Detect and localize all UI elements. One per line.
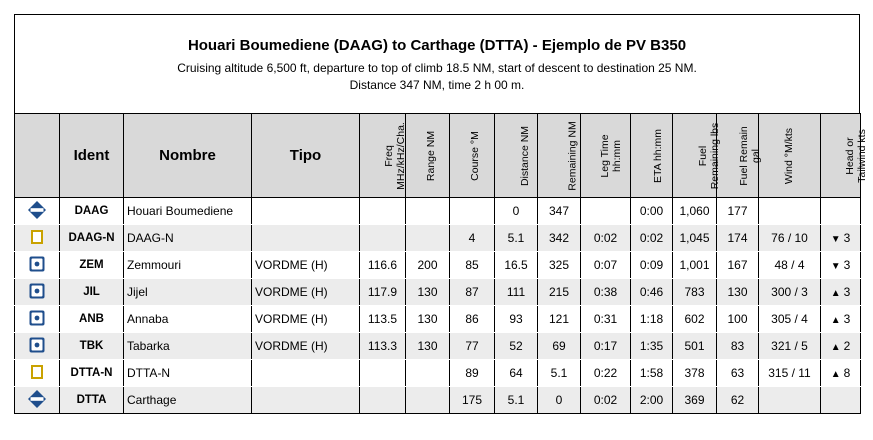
col-type: Tipo xyxy=(252,114,360,198)
plan-summary xyxy=(15,60,859,94)
table-row xyxy=(15,306,861,333)
cell-range: 130 xyxy=(406,279,450,306)
cell-name: DTTA-N xyxy=(124,360,252,387)
head-tail-value: 3 xyxy=(843,312,851,326)
cell-course: 77 xyxy=(450,333,495,360)
cell-type xyxy=(252,198,360,225)
cell-leg-time: 0:07 xyxy=(581,252,631,279)
cell-type: VORDME (H) xyxy=(252,252,360,279)
cell-remaining: 325 xyxy=(538,252,581,279)
table-body xyxy=(15,198,861,414)
cell-remaining: 342 xyxy=(538,225,581,252)
cell-distance: 64 xyxy=(495,360,538,387)
cell-name: Houari Boumediene xyxy=(124,198,252,225)
cell-fuel-lbs: 369 xyxy=(673,387,717,414)
cell-icon xyxy=(15,306,60,333)
col-head-tail-label: Head or Tailwind kts xyxy=(844,128,868,183)
table-row xyxy=(15,279,861,306)
col-wind-label: Wind °M/kts xyxy=(783,127,796,184)
col-range xyxy=(406,114,450,198)
col-leg-time xyxy=(581,114,631,198)
cell-type: VORDME (H) xyxy=(252,279,360,306)
cell-leg-time: 0:02 xyxy=(581,225,631,252)
cell-leg-time: 0:38 xyxy=(581,279,631,306)
cell-fuel-lbs: 501 xyxy=(673,333,717,360)
tailwind-arrow-icon: ▲ xyxy=(830,369,841,380)
vordme-icon xyxy=(29,315,45,329)
cell-wind xyxy=(759,387,821,414)
cell-range xyxy=(406,225,450,252)
cell-freq xyxy=(360,387,406,414)
cell-fuel-lbs: 1,045 xyxy=(673,225,717,252)
cell-wind: 321 / 5 xyxy=(759,333,821,360)
headwind-arrow-icon: ▼ xyxy=(830,234,841,245)
vordme-icon xyxy=(29,342,45,356)
cell-icon xyxy=(15,333,60,360)
fix-icon xyxy=(31,233,43,247)
table-row xyxy=(15,252,861,279)
col-fuel-lbs-label: Fuel Remaining lbs xyxy=(697,122,721,189)
flight-plan-table xyxy=(14,113,868,414)
airport-icon xyxy=(28,208,46,222)
cell-fuel-gal: 63 xyxy=(717,360,759,387)
cell-distance: 5.1 xyxy=(495,225,538,252)
col-eta-label: ETA hh:mm xyxy=(652,128,665,183)
table-row xyxy=(15,198,861,225)
cell-fuel-gal: 167 xyxy=(717,252,759,279)
cell-remaining: 0 xyxy=(538,387,581,414)
cell-icon xyxy=(15,252,60,279)
col-distance xyxy=(495,114,538,198)
cell-icon xyxy=(15,387,60,414)
col-course xyxy=(450,114,495,198)
head-tail-value: 3 xyxy=(843,231,851,245)
cell-leg-time: 0:02 xyxy=(581,387,631,414)
cell-remaining: 215 xyxy=(538,279,581,306)
cell-ident: JIL xyxy=(60,279,124,306)
cell-range xyxy=(406,360,450,387)
cell-eta: 0:09 xyxy=(631,252,673,279)
flight-plan-sheet xyxy=(14,14,868,427)
cell-icon xyxy=(15,279,60,306)
cell-head-tail xyxy=(821,198,861,225)
tailwind-arrow-icon: ▲ xyxy=(830,288,841,299)
cell-icon xyxy=(15,360,60,387)
cell-head-tail xyxy=(821,360,861,387)
cell-ident: DAAG xyxy=(60,198,124,225)
cell-ident: TBK xyxy=(60,333,124,360)
tailwind-arrow-icon: ▲ xyxy=(830,315,841,326)
cell-type xyxy=(252,225,360,252)
cell-eta: 1:58 xyxy=(631,360,673,387)
airport-icon xyxy=(28,397,46,411)
col-icon xyxy=(15,114,60,198)
cell-distance: 5.1 xyxy=(495,387,538,414)
vordme-icon xyxy=(29,261,45,275)
col-course-label: Course °M xyxy=(468,130,481,181)
cell-ident: DAAG-N xyxy=(60,225,124,252)
cell-remaining: 5.1 xyxy=(538,360,581,387)
cell-wind: 305 / 4 xyxy=(759,306,821,333)
col-fuel-gal-label: Fuel Remain gal xyxy=(738,125,762,186)
cell-distance: 0 xyxy=(495,198,538,225)
col-name: Nombre xyxy=(124,114,252,198)
head-tail-value: 3 xyxy=(843,258,851,272)
head-tail-value: 8 xyxy=(843,366,851,380)
cell-leg-time: 0:17 xyxy=(581,333,631,360)
head-tail-value: 2 xyxy=(843,339,851,353)
cell-eta: 0:02 xyxy=(631,225,673,252)
plan-header xyxy=(14,14,860,113)
cell-fuel-gal: 100 xyxy=(717,306,759,333)
col-fuel-gal xyxy=(717,114,762,198)
table-row xyxy=(15,360,861,387)
cell-course: 86 xyxy=(450,306,495,333)
table-header-row xyxy=(15,114,861,198)
cell-head-tail xyxy=(821,387,861,414)
cell-fuel-gal: 83 xyxy=(717,333,759,360)
cell-wind xyxy=(759,198,821,225)
col-remaining-label: Remaining NM xyxy=(566,120,579,191)
cell-distance: 111 xyxy=(495,279,538,306)
tailwind-arrow-icon: ▲ xyxy=(830,342,841,353)
cell-fuel-lbs: 1,001 xyxy=(673,252,717,279)
cell-leg-time: 0:31 xyxy=(581,306,631,333)
cell-freq xyxy=(360,225,406,252)
cell-freq: 113.5 xyxy=(360,306,406,333)
cell-name: Zemmouri xyxy=(124,252,252,279)
cell-head-tail xyxy=(821,306,861,333)
table-row xyxy=(15,387,861,414)
cell-fuel-lbs: 1,060 xyxy=(673,198,717,225)
cell-fuel-gal: 177 xyxy=(717,198,759,225)
vordme-icon xyxy=(29,288,45,302)
cell-name: Jijel xyxy=(124,279,252,306)
table-row xyxy=(15,225,861,252)
headwind-arrow-icon: ▼ xyxy=(830,261,841,272)
col-leg-time-label: Leg Time hh:mm xyxy=(599,133,623,178)
cell-name: DAAG-N xyxy=(124,225,252,252)
cell-freq: 116.6 xyxy=(360,252,406,279)
cell-freq: 117.9 xyxy=(360,279,406,306)
col-eta xyxy=(631,114,673,198)
cell-eta: 2:00 xyxy=(631,387,673,414)
table-row xyxy=(15,333,861,360)
col-freq-label: Freq MHz/kHz/Cha. xyxy=(383,121,407,190)
cell-type xyxy=(252,387,360,414)
cell-type: VORDME (H) xyxy=(252,306,360,333)
cell-fuel-gal: 62 xyxy=(717,387,759,414)
cell-fuel-gal: 174 xyxy=(717,225,759,252)
col-distance-label: Distance NM xyxy=(519,125,532,186)
fix-icon xyxy=(31,368,43,382)
cell-ident: DTTA xyxy=(60,387,124,414)
cell-range xyxy=(406,198,450,225)
cell-eta: 1:35 xyxy=(631,333,673,360)
cell-head-tail xyxy=(821,333,861,360)
cell-wind: 48 / 4 xyxy=(759,252,821,279)
cell-icon xyxy=(15,198,60,225)
cell-remaining: 347 xyxy=(538,198,581,225)
cell-course: 175 xyxy=(450,387,495,414)
cell-type: VORDME (H) xyxy=(252,333,360,360)
plan-summary-line-2: Distance 347 NM, time 2 h 00 m. xyxy=(349,78,525,92)
cell-course: 89 xyxy=(450,360,495,387)
cell-fuel-lbs: 783 xyxy=(673,279,717,306)
cell-name: Annaba xyxy=(124,306,252,333)
cell-distance: 52 xyxy=(495,333,538,360)
cell-freq: 113.3 xyxy=(360,333,406,360)
cell-course: 87 xyxy=(450,279,495,306)
cell-course xyxy=(450,198,495,225)
plan-summary-line-1: Cruising altitude 6,500 ft, departure to top of climb 18.5 NM, start of descent to destination 25 NM. xyxy=(177,61,697,75)
cell-eta: 0:00 xyxy=(631,198,673,225)
cell-type xyxy=(252,360,360,387)
cell-wind: 315 / 11 xyxy=(759,360,821,387)
cell-head-tail xyxy=(821,279,861,306)
cell-wind: 300 / 3 xyxy=(759,279,821,306)
cell-head-tail xyxy=(821,225,861,252)
cell-distance: 93 xyxy=(495,306,538,333)
cell-range: 200 xyxy=(406,252,450,279)
col-remaining xyxy=(538,114,581,198)
cell-range: 130 xyxy=(406,306,450,333)
col-wind xyxy=(759,114,821,198)
cell-freq xyxy=(360,360,406,387)
col-fuel-lbs xyxy=(673,114,721,198)
cell-remaining: 69 xyxy=(538,333,581,360)
cell-ident: ANB xyxy=(60,306,124,333)
cell-range xyxy=(406,387,450,414)
cell-eta: 1:18 xyxy=(631,306,673,333)
col-freq xyxy=(360,114,406,198)
cell-remaining: 121 xyxy=(538,306,581,333)
cell-leg-time xyxy=(581,198,631,225)
cell-fuel-lbs: 378 xyxy=(673,360,717,387)
col-range-label: Range NM xyxy=(425,130,438,181)
cell-course: 4 xyxy=(450,225,495,252)
head-tail-value: 3 xyxy=(843,285,851,299)
cell-fuel-lbs: 602 xyxy=(673,306,717,333)
col-head-tail xyxy=(821,114,868,198)
cell-icon xyxy=(15,225,60,252)
cell-head-tail xyxy=(821,252,861,279)
cell-distance: 16.5 xyxy=(495,252,538,279)
cell-freq xyxy=(360,198,406,225)
cell-leg-time: 0:22 xyxy=(581,360,631,387)
cell-wind: 76 / 10 xyxy=(759,225,821,252)
cell-range: 130 xyxy=(406,333,450,360)
cell-ident: ZEM xyxy=(60,252,124,279)
cell-name: Tabarka xyxy=(124,333,252,360)
cell-ident: DTTA-N xyxy=(60,360,124,387)
plan-title: Houari Boumediene (DAAG) to Carthage (DTTA) - Ejemplo de PV B350 xyxy=(187,37,687,54)
cell-fuel-gal: 130 xyxy=(717,279,759,306)
cell-eta: 0:46 xyxy=(631,279,673,306)
cell-course: 85 xyxy=(450,252,495,279)
col-ident: Ident xyxy=(60,114,124,198)
cell-name: Carthage xyxy=(124,387,252,414)
